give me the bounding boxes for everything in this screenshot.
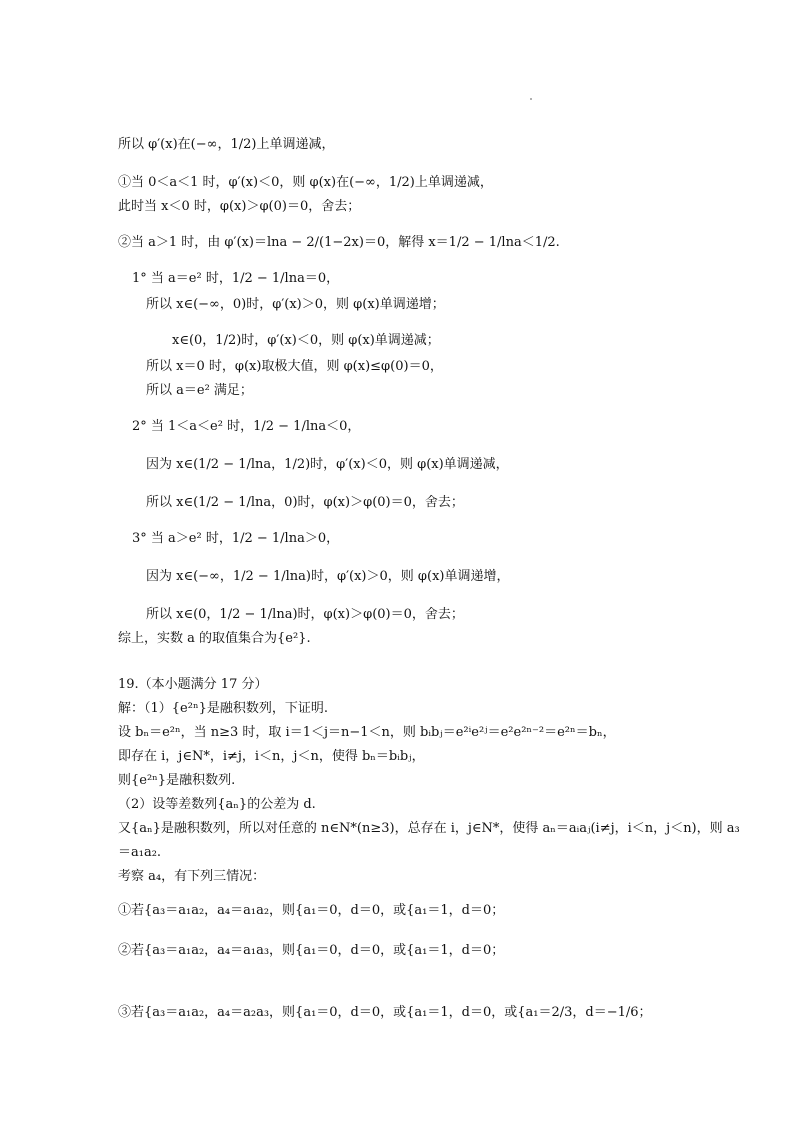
text-line: x∈(0，1/2)时，φ′(x)＜0，则 φ(x)单调递减； (172, 333, 440, 348)
case-line: ①若{a₃＝a₁a₂，a₄＝a₁a₂，则{a₁＝0，d＝0，或{a₁＝1，d＝0； (118, 903, 505, 918)
text-line: ①当 0＜a＜1 时，φ′(x)＜0，则 φ(x)在(−∞，1/2)上单调递减， (118, 175, 493, 190)
text-line: 所以 x＝0 时，φ(x)取极大值，则 φ(x)≤φ(0)＝0， (146, 359, 443, 374)
case-line: ②若{a₃＝a₁a₂，a₄＝a₁a₃，则{a₁＝0，d＝0，或{a₁＝1，d＝0； (118, 943, 505, 958)
text-line: 即存在 i，j∈N*，i≠j，i＜n，j＜n，使得 bₙ＝bᵢbⱼ， (118, 749, 425, 764)
text-line: ②当 a＞1 时，由 φ′(x)＝lna − 2/(1−2x)＝0，解得 x＝1/2 − 1/lna＜1/2. (118, 235, 560, 250)
text-line: ＝a₁a₂. (118, 845, 162, 860)
text-line: 综上，实数 a 的取值集合为{e²}. (118, 631, 311, 646)
text-line: （2）设等差数列{aₙ}的公差为 d. (118, 797, 316, 812)
text-line: 所以 x∈(−∞，0)时，φ′(x)＞0，则 φ(x)单调递增； (146, 297, 445, 312)
text-line: 又{aₙ}是融积数列，所以对任意的 n∈N*(n≥3)，总存在 i，j∈N*，使得 aₙ＝aᵢaⱼ(i≠j，i＜n，j＜n)，则 a₃ (118, 821, 740, 836)
case-line: ③若{a₃＝a₁a₂，a₄＝a₂a₃，则{a₁＝0，d＝0，或{a₁＝1，d＝0，或{a₁＝2/3，d＝−1/6； (118, 1005, 652, 1020)
text-line: 此时当 x＜0 时，φ(x)＞φ(0)＝0，舍去； (118, 199, 361, 214)
text-line: 所以 x∈(0，1/2 − 1/lna)时，φ(x)＞φ(0)＝0，舍去； (146, 607, 464, 622)
text-line: 所以 a＝e² 满足； (146, 383, 253, 398)
text-line: 所以 φ′(x)在(−∞，1/2)上单调递减， (118, 137, 335, 152)
question-heading: 19.（本小题满分 17 分） (118, 677, 268, 692)
scan-speck (530, 98, 532, 100)
text-line: 则{e²ⁿ}是融积数列. (118, 773, 236, 788)
text-line: 2° 当 1＜a＜e² 时，1/2 − 1/lna＜0， (132, 419, 361, 434)
text-line: 3° 当 a＞e² 时，1/2 − 1/lna＞0， (132, 531, 340, 546)
text-line: 因为 x∈(−∞，1/2 − 1/lna)时，φ′(x)＞0，则 φ(x)单调递增， (146, 569, 510, 584)
text-line: 设 bₙ＝e²ⁿ，当 n≥3 时，取 i＝1＜j＝n−1＜n，则 bᵢbⱼ＝e²ⁱe²ʲ＝e²e²ⁿ⁻²＝e²ⁿ＝bₙ， (118, 725, 616, 740)
text-line: 考察 a₄，有下列三情况： (118, 869, 266, 884)
text-line: 因为 x∈(1/2 − 1/lna，1/2)时，φ′(x)＜0，则 φ(x)单调递减， (146, 457, 509, 472)
text-line: 解：（1）{e²ⁿ}是融积数列，下证明. (118, 701, 328, 716)
text-line: 所以 x∈(1/2 − 1/lna，0)时，φ(x)＞φ(0)＝0，舍去； (146, 495, 464, 510)
text-line: 1° 当 a＝e² 时，1/2 − 1/lna＝0， (132, 271, 340, 286)
